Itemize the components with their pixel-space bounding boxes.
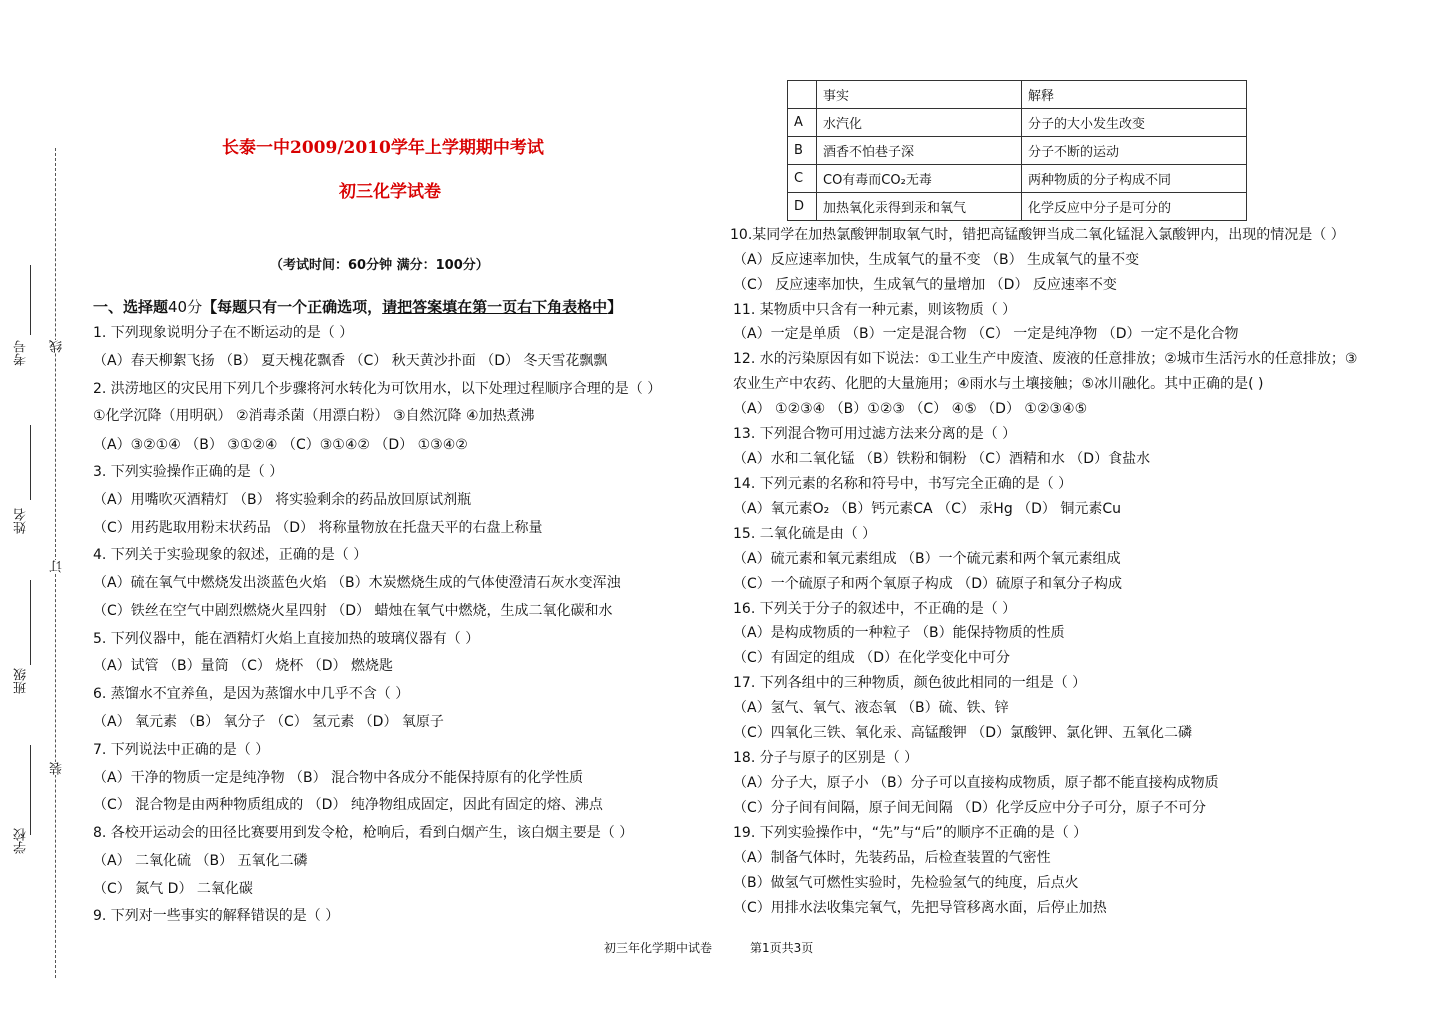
left-line: 8. 各校开运动会的田径比赛要用到发令枪，枪响后，看到白烟产生，该白烟主要是（ ） xyxy=(93,825,634,841)
right-line: （C）一个硫原子和两个氧原子构成 （D）硫原子和氧分子构成 xyxy=(733,576,1123,592)
table-cell: 加热氧化汞得到汞和氧气 xyxy=(817,193,1022,221)
left-line: （A）③②①④ （B） ③①②④ （C）③①④② （D） ①③④② xyxy=(93,437,468,453)
table-cell: 酒香不怕巷子深 xyxy=(817,137,1022,165)
left-line: （C）用药匙取用粉末状药品 （D） 将称量物放在托盘天平的右盘上称量 xyxy=(93,520,543,536)
table-cell: CO有毒而CO₂无毒 xyxy=(817,165,1022,193)
class-rule xyxy=(30,580,31,665)
section-heading xyxy=(93,296,622,317)
right-line: 15. 二氧化硫是由（ ） xyxy=(733,526,877,542)
right-line: （C）四氧化三铁、氧化汞、高锰酸钾 （D）氯酸钾、氯化钾、五氧化二磷 xyxy=(733,725,1193,741)
table-cell: D xyxy=(788,193,817,221)
right-line: （A）制备气体时，先装药品，后检查装置的气密性 xyxy=(733,850,1051,866)
right-line: （C）分子间有间隔，原子间无间隔 （D）化学反应中分子可分，原子不可分 xyxy=(733,800,1207,816)
table-cell: A xyxy=(788,109,817,137)
table-cell: 分子不断的运动 xyxy=(1022,137,1247,165)
table-row xyxy=(788,109,1247,137)
left-line: 6. 蒸馏水不宜养鱼，是因为蒸馏水中几乎不含（ ） xyxy=(93,686,410,702)
right-line: （A）水和二氧化锰 （B）铁粉和铜粉 （C）酒精和水 （D）食盐水 xyxy=(733,451,1151,467)
right-line: （C）有固定的组成 （D）在化学变化中可分 xyxy=(733,650,1011,666)
table-cell: 分子的大小发生改变 xyxy=(1022,109,1247,137)
school-label: 学校 xyxy=(14,828,29,854)
table-header-cell: 事实 xyxy=(817,81,1022,109)
right-line: （C）用排水法收集完氧气，先把导管移离水面，后停止加热 xyxy=(733,900,1107,916)
right-line: 农业生产中农药、化肥的大量施用；④雨水与土壤接触；⑤冰川融化。其中正确的是( ) xyxy=(733,376,1264,392)
right-line: （A）是构成物质的一种粒子 （B）能保持物质的性质 xyxy=(733,625,1065,641)
left-line: ①化学沉降（用明矾） ②消毒杀菌（用漂白粉） ③自然沉降 ④加热煮沸 xyxy=(93,408,535,424)
left-line: （A） 二氧化硫 （B） 五氧化二磷 xyxy=(93,853,308,869)
left-line: （C） 氮气 D） 二氧化碳 xyxy=(93,881,253,897)
exam-title: 长泰一中2009/2010学年上学期期中考试 xyxy=(222,138,544,158)
right-line: 18. 分子与原子的区别是（ ） xyxy=(733,750,919,766)
section-points: 40分 xyxy=(168,298,203,316)
left-line: （C）铁丝在空气中剧烈燃烧火星四射 （D） 蜡烛在氧气中燃烧，生成二氧化碳和水 xyxy=(93,603,613,619)
right-line: 10.某同学在加热氯酸钾制取氧气时，错把高锰酸钾当成二氧化锰混入氯酸钾内，出现的情况是（ ） xyxy=(730,227,1345,243)
exam-info: （考试时间：60分钟 满分：100分） xyxy=(270,258,489,273)
name-label: 姓名 xyxy=(14,508,29,534)
right-line: （A）反应速率加快，生成氧气的量不变 （B） 生成氧气的量不变 xyxy=(733,252,1140,268)
right-line: （A） ①②③④ （B）①②③ （C） ④⑤ （D） ①②③④⑤ xyxy=(733,401,1088,417)
left-line: （A）试管 （B）量筒 （C） 烧杯 （D） 燃烧匙 xyxy=(93,658,393,674)
left-line: （A）春天柳絮飞扬 （B） 夏天槐花飘香 （C） 秋天黄沙扑面 （D） 冬天雪花飘飘 xyxy=(93,353,608,369)
right-line: （A）硫元素和氧元素组成 （B）一个硫元素和两个氧元素组成 xyxy=(733,551,1121,567)
section-note-post: 】 xyxy=(607,298,623,316)
footer-page-number: 第1页共3页 xyxy=(750,941,814,955)
right-line: （A）一定是单质 （B）一定是混合物 （C） 一定是纯净物 （D）一定不是化合物 xyxy=(733,326,1239,342)
exam-subtitle: 初三化学试卷 xyxy=(339,182,441,202)
binding-mark-bind: 装 xyxy=(50,762,65,775)
table-cell: C xyxy=(788,165,817,193)
right-line: 11. 某物质中只含有一种元素，则该物质（ ） xyxy=(733,302,1017,318)
binding-mark-order: 订 xyxy=(50,560,65,573)
right-line: 12. 水的污染原因有如下说法：①工业生产中废渣、废液的任意排放；②城市生活污水的任意排放；③ xyxy=(733,351,1358,367)
section-note-pre: 【每题只有一个正确选项， xyxy=(202,298,383,316)
exam-number-rule xyxy=(30,265,31,335)
left-line: 3. 下列实验操作正确的是（ ） xyxy=(93,464,284,480)
table-cell: 两种物质的分子构成不同 xyxy=(1022,165,1247,193)
left-line: 9. 下列对一些事实的解释错误的是（ ） xyxy=(93,908,340,924)
left-line: 2. 洪涝地区的灾民用下列几个步骤将河水转化为可饮用水，以下处理过程顺序合理的是（ ） xyxy=(93,381,662,397)
left-line: （C） 混合物是由两种物质组成的 （D） 纯净物组成固定，因此有固定的熔、沸点 xyxy=(93,797,603,813)
table-row xyxy=(788,137,1247,165)
right-line: 16. 下列关于分子的叙述中，不正确的是（ ） xyxy=(733,601,1017,617)
table-cell: 水汽化 xyxy=(817,109,1022,137)
left-line: 5. 下列仪器中，能在酒精灯火焰上直接加热的玻璃仪器有（ ） xyxy=(93,631,480,647)
right-line: 14. 下列元素的名称和符号中，书写完全正确的是（ ） xyxy=(733,476,1073,492)
school-rule xyxy=(30,745,31,835)
left-line: 4. 下列关于实验现象的叙述，正确的是（ ） xyxy=(93,547,368,563)
left-line: （A）干净的物质一定是纯净物 （B） 混合物中各成分不能保持原有的化学性质 xyxy=(93,770,584,786)
right-line: （A）氢气、氧气、液态氧 （B）硫、铁、锌 xyxy=(733,700,1009,716)
binding-mark-line: 线 xyxy=(50,340,65,353)
section-note-bold: 请把答案填在第一页右下角表格中 xyxy=(382,298,608,316)
table-row xyxy=(788,165,1247,193)
facts-table xyxy=(787,80,1247,221)
right-line: 19. 下列实验操作中，“先”与“后”的顺序不正确的是（ ） xyxy=(733,825,1088,841)
left-line: （A）硫在氧气中燃烧发出淡蓝色火焰 （B）木炭燃烧生成的气体使澄清石灰水变浑浊 xyxy=(93,575,621,591)
section-title: 一、选择题 xyxy=(93,298,169,316)
right-line: （C） 反应速率加快，生成氧气的量增加 （D） 反应速率不变 xyxy=(733,277,1117,293)
left-line: （A）用嘴吹灭酒精灯 （B） 将实验剩余的药品放回原试剂瓶 xyxy=(93,492,472,508)
right-line: （B）做氢气可燃性实验时，先检验氢气的纯度，后点火 xyxy=(733,875,1079,891)
table-cell: B xyxy=(788,137,817,165)
name-rule xyxy=(30,425,31,500)
left-line: 1. 下列现象说明分子在不断运动的是（ ） xyxy=(93,325,354,341)
left-line: （A） 氧元素 （B） 氧分子 （C） 氢元素 （D） 氧原子 xyxy=(93,714,444,730)
right-line: （A）分子大，原子小 （B）分子可以直接构成物质，原子都不能直接构成物质 xyxy=(733,775,1219,791)
table-cell: 化学反应中分子是可分的 xyxy=(1022,193,1247,221)
right-line: 13. 下列混合物可用过滤方法来分离的是（ ） xyxy=(733,426,1017,442)
table-header-cell xyxy=(788,81,817,109)
left-line: 7. 下列说法中正确的是（ ） xyxy=(93,742,270,758)
class-label: 班级 xyxy=(14,668,29,694)
table-header-row xyxy=(788,81,1247,109)
right-line: （A）氧元素O₂ （B）钙元素CA （C） 汞Hg （D） 铜元素Cu xyxy=(733,501,1122,517)
exam-number-label: 考号 xyxy=(14,340,29,366)
table-row xyxy=(788,193,1247,221)
table-header-cell: 解释 xyxy=(1022,81,1247,109)
right-line: 17. 下列各组中的三种物质，颜色彼此相同的一组是（ ） xyxy=(733,675,1087,691)
footer-course: 初三年化学期中试卷 xyxy=(604,941,713,955)
